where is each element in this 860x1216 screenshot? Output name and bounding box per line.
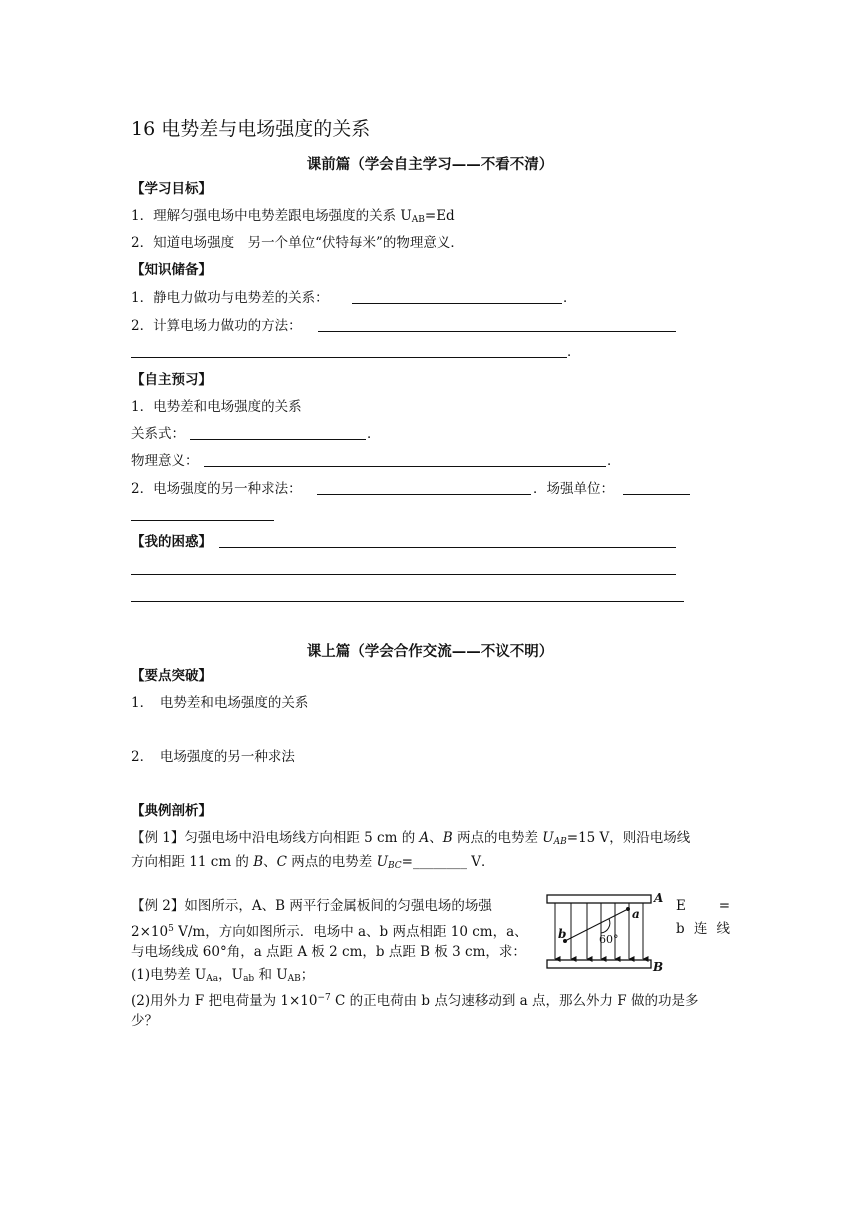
label-point-b: b bbox=[558, 927, 567, 941]
goals-heading: 【学习目标】 bbox=[131, 181, 212, 197]
goal-1: 1．理解匀强电场中电势差跟电场强度的关系 $U_{AB}=Ed$ bbox=[131, 208, 455, 225]
relation-end: ． bbox=[367, 426, 381, 442]
knowledge-1-blank[interactable] bbox=[352, 303, 562, 304]
confusion-line-2[interactable] bbox=[131, 574, 676, 575]
in-class-heading: 课上篇（学会合作交流——不议不明） bbox=[306, 643, 554, 660]
knowledge-2: 2．计算电场力做功的方法： bbox=[131, 318, 302, 334]
label-point-a: a bbox=[632, 907, 640, 921]
ab-segment bbox=[565, 909, 628, 941]
example-2-question-1: (1)电势差 $U_{Aa}$，$U_{ab}$ 和 $U_{AB}$； bbox=[131, 967, 315, 984]
meaning-blank[interactable] bbox=[204, 466, 606, 467]
parallel-plates-figure bbox=[545, 890, 670, 976]
knowledge-heading: 【知识储备】 bbox=[131, 262, 212, 278]
unit-blank-a[interactable] bbox=[623, 494, 690, 495]
knowledge-2-blank-a[interactable] bbox=[318, 331, 676, 332]
confusion-line-1[interactable] bbox=[219, 547, 676, 548]
example-1-line-2: 方向相距 11 cm 的 B、C 两点的电势差 $U_{BC}=\_\_\_\_\_\_\_\_$ V． bbox=[131, 854, 495, 871]
example-2-line-1: 【例 2】如图所示，A、B 两平行金属板间的匀强电场的场强 bbox=[131, 898, 492, 914]
knowledge-2-end: ． bbox=[567, 344, 581, 360]
knowledge-2-blank-b[interactable] bbox=[131, 357, 567, 358]
example-2-line-1-right: E = bbox=[676, 898, 730, 914]
example-2-line-2: $2\times 10^5$ V/m，方向如图所示．电场中 a、b 两点相距 10 cm，a、 bbox=[131, 924, 528, 940]
label-angle: 60° bbox=[599, 933, 619, 946]
relation-blank[interactable] bbox=[190, 439, 366, 440]
plate-a bbox=[547, 895, 651, 903]
example-2-line-3: 与电场线成 60°角，a 点距 A 板 2 cm，b 点距 B 板 3 cm，求： bbox=[131, 944, 526, 960]
meaning-end: ． bbox=[607, 453, 621, 469]
key-1: 1． 电势差和电场强度的关系 bbox=[131, 695, 309, 711]
label-plate-b: B bbox=[653, 960, 664, 974]
unit-blank-b[interactable] bbox=[131, 520, 274, 521]
examples-heading: 【典例剖析】 bbox=[131, 803, 212, 819]
key-heading: 【要点突破】 bbox=[131, 668, 212, 684]
knowledge-1: 1．静电力做功与电势差的关系： bbox=[131, 290, 329, 306]
example-2-line-2-right: b 连 线 bbox=[676, 921, 730, 937]
page-title: 16 电势差与电场强度的关系 bbox=[131, 118, 371, 140]
confusion-heading: 【我的困惑】 bbox=[131, 534, 212, 550]
preview-2-mid: ．场强单位： bbox=[533, 481, 614, 497]
field-lines bbox=[555, 903, 643, 959]
relation-label: 关系式： bbox=[131, 426, 185, 442]
angle-arc bbox=[601, 919, 610, 933]
preview-1: 1．电势差和电场强度的关系 bbox=[131, 399, 302, 415]
example-2-question-2-end: 少？ bbox=[131, 1013, 158, 1029]
point-a-dot bbox=[626, 907, 630, 911]
label-plate-a: A bbox=[654, 891, 664, 905]
preview-2: 2．电场强度的另一种求法： bbox=[131, 481, 302, 497]
knowledge-1-end: ． bbox=[563, 290, 577, 306]
goal-2: 2．知道电场强度 另一个单位“伏特每米”的物理意义． bbox=[131, 235, 464, 251]
confusion-line-3[interactable] bbox=[131, 601, 684, 602]
meaning-label: 物理意义： bbox=[131, 453, 199, 469]
preview-2-blank[interactable] bbox=[317, 494, 531, 495]
preview-heading: 【自主预习】 bbox=[131, 372, 212, 388]
key-2: 2． 电场强度的另一种求法 bbox=[131, 749, 295, 765]
example-2-question-2: (2)用外力 F 把电荷量为 $1\times 10^{-7}$ C 的正电荷由 b 点匀速移动到 a 点，那么外力 F 做的功是多 bbox=[131, 993, 699, 1009]
example-1-line-1: 【例 1】匀强电场中沿电场线方向相距 5 cm 的 A、B 两点的电势差 $U_{AB}=15$ V，则沿电场线 bbox=[131, 830, 691, 847]
plate-b bbox=[547, 960, 651, 968]
pre-class-heading: 课前篇（学会自主学习——不看不清） bbox=[306, 156, 554, 173]
